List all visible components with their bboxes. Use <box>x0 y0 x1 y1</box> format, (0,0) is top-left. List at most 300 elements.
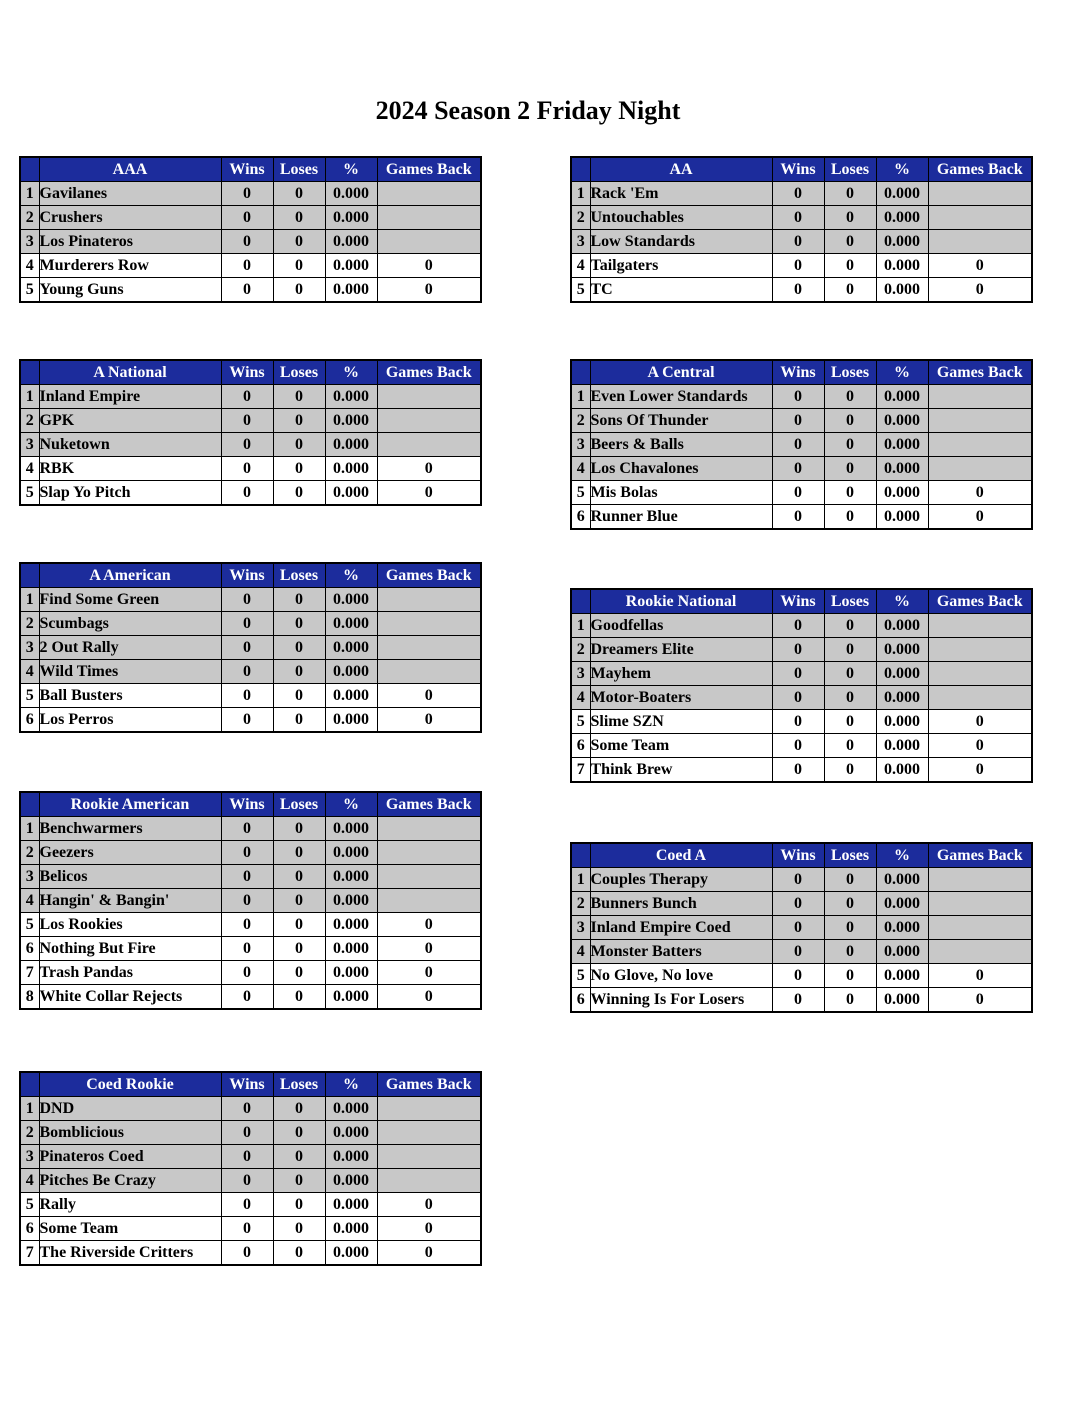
wins-cell: 0 <box>221 1097 273 1121</box>
rank-cell: 1 <box>20 182 39 206</box>
wins-header: Wins <box>772 157 824 182</box>
loses-cell: 0 <box>273 409 325 433</box>
games-back-header: Games Back <box>928 843 1032 868</box>
games-back-cell <box>928 940 1032 964</box>
header-rank-cell <box>571 589 590 614</box>
wins-cell: 0 <box>221 230 273 254</box>
wins-header: Wins <box>772 360 824 385</box>
standings-table-a-american <box>19 562 482 733</box>
loses-cell: 0 <box>824 734 876 758</box>
rank-cell: 4 <box>571 254 590 278</box>
loses-cell: 0 <box>824 916 876 940</box>
team-name-cell: Nothing But Fire <box>39 937 221 961</box>
loses-cell: 0 <box>273 230 325 254</box>
wins-cell: 0 <box>772 278 824 303</box>
table-header-row <box>20 157 481 182</box>
wins-cell: 0 <box>221 1193 273 1217</box>
table-row <box>20 588 481 612</box>
team-name-cell: The Riverside Critters <box>39 1241 221 1266</box>
rank-cell: 1 <box>571 868 590 892</box>
pct-cell: 0.000 <box>325 961 377 985</box>
games-back-cell: 0 <box>928 505 1032 530</box>
pct-cell: 0.000 <box>876 385 928 409</box>
table-row <box>571 916 1032 940</box>
table-header-row <box>20 792 481 817</box>
rank-cell: 3 <box>571 662 590 686</box>
division-name-header: Coed A <box>590 843 772 868</box>
pct-cell: 0.000 <box>876 481 928 505</box>
team-name-cell: Los Perros <box>39 708 221 733</box>
rank-cell: 5 <box>20 913 39 937</box>
pct-cell: 0.000 <box>876 182 928 206</box>
pct-cell: 0.000 <box>325 1241 377 1266</box>
pct-header: % <box>325 563 377 588</box>
table-row <box>20 385 481 409</box>
rank-cell: 1 <box>20 817 39 841</box>
games-back-cell: 0 <box>928 734 1032 758</box>
division-name-header: A Central <box>590 360 772 385</box>
wins-cell: 0 <box>221 182 273 206</box>
table-row <box>571 734 1032 758</box>
pct-cell: 0.000 <box>325 612 377 636</box>
pct-cell: 0.000 <box>325 278 377 303</box>
team-name-cell: 2 Out Rally <box>39 636 221 660</box>
wins-cell: 0 <box>772 988 824 1013</box>
table-row <box>20 278 481 303</box>
rank-cell: 5 <box>20 1193 39 1217</box>
rank-cell: 3 <box>571 433 590 457</box>
table-row <box>571 964 1032 988</box>
table-row <box>20 817 481 841</box>
wins-cell: 0 <box>772 206 824 230</box>
wins-cell: 0 <box>221 457 273 481</box>
rank-cell: 2 <box>571 409 590 433</box>
pct-cell: 0.000 <box>325 817 377 841</box>
wins-cell: 0 <box>221 961 273 985</box>
games-back-header: Games Back <box>928 157 1032 182</box>
games-back-cell <box>377 588 481 612</box>
wins-cell: 0 <box>221 636 273 660</box>
table-row <box>20 708 481 733</box>
team-name-cell: Los Chavalones <box>590 457 772 481</box>
rank-cell: 2 <box>571 206 590 230</box>
table-row <box>571 710 1032 734</box>
games-back-cell <box>377 636 481 660</box>
rank-cell: 4 <box>20 1169 39 1193</box>
division-name-header: AA <box>590 157 772 182</box>
standings-table-coed-a <box>570 842 1033 1013</box>
games-back-cell: 0 <box>928 988 1032 1013</box>
team-name-cell: Low Standards <box>590 230 772 254</box>
rank-cell: 7 <box>20 1241 39 1266</box>
table-row <box>20 684 481 708</box>
table-row <box>20 1145 481 1169</box>
table-row <box>571 278 1032 303</box>
loses-cell: 0 <box>273 278 325 303</box>
loses-cell: 0 <box>824 638 876 662</box>
games-back-cell <box>377 817 481 841</box>
pct-cell: 0.000 <box>876 662 928 686</box>
wins-cell: 0 <box>221 913 273 937</box>
games-back-cell <box>928 638 1032 662</box>
table-row <box>20 230 481 254</box>
table-row <box>20 1241 481 1266</box>
team-name-cell: Monster Batters <box>590 940 772 964</box>
wins-cell: 0 <box>221 841 273 865</box>
loses-cell: 0 <box>824 686 876 710</box>
team-name-cell: Murderers Row <box>39 254 221 278</box>
team-name-cell: White Collar Rejects <box>39 985 221 1010</box>
games-back-cell: 0 <box>377 708 481 733</box>
rank-cell: 1 <box>571 614 590 638</box>
table-header-row <box>571 157 1032 182</box>
rank-cell: 1 <box>20 1097 39 1121</box>
rank-cell: 1 <box>571 385 590 409</box>
games-back-header: Games Back <box>377 563 481 588</box>
games-back-cell: 0 <box>928 758 1032 783</box>
wins-header: Wins <box>772 589 824 614</box>
pct-cell: 0.000 <box>876 457 928 481</box>
table-row <box>571 638 1032 662</box>
table-row <box>571 409 1032 433</box>
table-header-row <box>571 589 1032 614</box>
table-header-row <box>571 360 1032 385</box>
loses-header: Loses <box>824 589 876 614</box>
pct-cell: 0.000 <box>876 614 928 638</box>
rank-cell: 4 <box>20 457 39 481</box>
rank-cell: 2 <box>571 892 590 916</box>
pct-cell: 0.000 <box>325 1097 377 1121</box>
team-name-cell: Some Team <box>39 1217 221 1241</box>
rank-cell: 1 <box>20 385 39 409</box>
games-back-cell <box>928 686 1032 710</box>
pct-cell: 0.000 <box>325 708 377 733</box>
header-rank-cell <box>20 360 39 385</box>
games-back-cell: 0 <box>377 1193 481 1217</box>
table-row <box>20 841 481 865</box>
rank-cell: 5 <box>571 481 590 505</box>
games-back-cell <box>377 433 481 457</box>
division-name-header: A American <box>39 563 221 588</box>
loses-cell: 0 <box>824 964 876 988</box>
table-row <box>20 409 481 433</box>
wins-cell: 0 <box>772 409 824 433</box>
loses-cell: 0 <box>824 892 876 916</box>
rank-cell: 6 <box>571 505 590 530</box>
games-back-cell <box>377 612 481 636</box>
wins-cell: 0 <box>221 985 273 1010</box>
pct-cell: 0.000 <box>876 206 928 230</box>
wins-cell: 0 <box>221 278 273 303</box>
games-back-header: Games Back <box>928 589 1032 614</box>
rank-cell: 2 <box>571 638 590 662</box>
loses-cell: 0 <box>824 505 876 530</box>
wins-cell: 0 <box>772 940 824 964</box>
table-row <box>571 433 1032 457</box>
wins-header: Wins <box>772 843 824 868</box>
rank-cell: 4 <box>20 889 39 913</box>
pct-cell: 0.000 <box>325 660 377 684</box>
pct-cell: 0.000 <box>325 457 377 481</box>
loses-cell: 0 <box>273 1169 325 1193</box>
pct-header: % <box>876 843 928 868</box>
games-back-cell <box>928 916 1032 940</box>
team-name-cell: Trash Pandas <box>39 961 221 985</box>
loses-cell: 0 <box>273 385 325 409</box>
team-name-cell: Crushers <box>39 206 221 230</box>
wins-cell: 0 <box>221 1217 273 1241</box>
wins-cell: 0 <box>221 612 273 636</box>
games-back-cell <box>928 182 1032 206</box>
page-title: 2024 Season 2 Friday Night <box>375 96 681 125</box>
games-back-cell <box>377 206 481 230</box>
wins-cell: 0 <box>772 182 824 206</box>
team-name-cell: Couples Therapy <box>590 868 772 892</box>
games-back-header: Games Back <box>377 157 481 182</box>
wins-cell: 0 <box>772 230 824 254</box>
team-name-cell: Sons Of Thunder <box>590 409 772 433</box>
rank-cell: 6 <box>20 1217 39 1241</box>
standings-table-a-national <box>19 359 482 506</box>
team-name-cell: Mayhem <box>590 662 772 686</box>
games-back-cell <box>928 230 1032 254</box>
loses-cell: 0 <box>273 1241 325 1266</box>
pct-header: % <box>325 1072 377 1097</box>
table-row <box>20 937 481 961</box>
loses-cell: 0 <box>824 182 876 206</box>
rank-cell: 5 <box>20 684 39 708</box>
wins-cell: 0 <box>221 385 273 409</box>
team-name-cell: No Glove, No love <box>590 964 772 988</box>
games-back-cell: 0 <box>377 1217 481 1241</box>
pct-cell: 0.000 <box>325 913 377 937</box>
team-name-cell: Hangin' & Bangin' <box>39 889 221 913</box>
loses-cell: 0 <box>273 636 325 660</box>
games-back-cell <box>928 206 1032 230</box>
pct-cell: 0.000 <box>325 1193 377 1217</box>
table-row <box>20 636 481 660</box>
table-row <box>571 662 1032 686</box>
games-back-cell <box>928 868 1032 892</box>
team-name-cell: Even Lower Standards <box>590 385 772 409</box>
pct-cell: 0.000 <box>325 385 377 409</box>
pct-cell: 0.000 <box>325 254 377 278</box>
rank-cell: 2 <box>20 1121 39 1145</box>
wins-cell: 0 <box>772 662 824 686</box>
team-name-cell: TC <box>590 278 772 303</box>
games-back-cell <box>377 409 481 433</box>
pct-cell: 0.000 <box>325 481 377 506</box>
games-back-cell: 0 <box>928 481 1032 505</box>
table-row <box>20 612 481 636</box>
games-back-cell <box>377 1145 481 1169</box>
wins-header: Wins <box>221 792 273 817</box>
table-row <box>20 457 481 481</box>
team-name-cell: DND <box>39 1097 221 1121</box>
wins-cell: 0 <box>221 206 273 230</box>
loses-cell: 0 <box>273 254 325 278</box>
loses-cell: 0 <box>273 1097 325 1121</box>
team-name-cell: Los Rookies <box>39 913 221 937</box>
wins-header: Wins <box>221 563 273 588</box>
loses-header: Loses <box>273 792 325 817</box>
wins-cell: 0 <box>221 254 273 278</box>
loses-header: Loses <box>824 843 876 868</box>
wins-cell: 0 <box>772 433 824 457</box>
team-name-cell: GPK <box>39 409 221 433</box>
wins-cell: 0 <box>221 660 273 684</box>
wins-cell: 0 <box>221 1241 273 1266</box>
wins-cell: 0 <box>772 710 824 734</box>
pct-cell: 0.000 <box>876 758 928 783</box>
team-name-cell: Geezers <box>39 841 221 865</box>
loses-cell: 0 <box>273 481 325 506</box>
table-row <box>20 254 481 278</box>
rank-cell: 2 <box>20 206 39 230</box>
loses-cell: 0 <box>273 985 325 1010</box>
table-row <box>571 940 1032 964</box>
loses-cell: 0 <box>824 433 876 457</box>
table-row <box>20 1097 481 1121</box>
loses-header: Loses <box>273 563 325 588</box>
pct-cell: 0.000 <box>325 636 377 660</box>
pct-cell: 0.000 <box>876 278 928 303</box>
standings-table-aa <box>570 156 1033 303</box>
loses-cell: 0 <box>824 409 876 433</box>
wins-cell: 0 <box>221 1169 273 1193</box>
rank-cell: 6 <box>571 734 590 758</box>
table-row <box>571 892 1032 916</box>
team-name-cell: Winning Is For Losers <box>590 988 772 1013</box>
table-row <box>20 206 481 230</box>
loses-cell: 0 <box>824 614 876 638</box>
loses-cell: 0 <box>273 433 325 457</box>
pct-header: % <box>876 589 928 614</box>
rank-cell: 7 <box>20 961 39 985</box>
games-back-cell: 0 <box>377 985 481 1010</box>
pct-header: % <box>325 792 377 817</box>
loses-cell: 0 <box>273 937 325 961</box>
team-name-cell: Runner Blue <box>590 505 772 530</box>
wins-cell: 0 <box>221 889 273 913</box>
games-back-cell <box>377 660 481 684</box>
table-row <box>20 865 481 889</box>
team-name-cell: Wild Times <box>39 660 221 684</box>
wins-cell: 0 <box>221 865 273 889</box>
loses-cell: 0 <box>273 889 325 913</box>
rank-cell: 6 <box>571 988 590 1013</box>
pct-cell: 0.000 <box>876 988 928 1013</box>
loses-cell: 0 <box>273 1145 325 1169</box>
team-name-cell: Find Some Green <box>39 588 221 612</box>
team-name-cell: Think Brew <box>590 758 772 783</box>
loses-header: Loses <box>273 1072 325 1097</box>
games-back-cell: 0 <box>377 481 481 506</box>
wins-cell: 0 <box>772 686 824 710</box>
pct-cell: 0.000 <box>325 409 377 433</box>
games-back-header: Games Back <box>377 792 481 817</box>
rank-cell: 3 <box>20 636 39 660</box>
loses-cell: 0 <box>824 940 876 964</box>
pct-cell: 0.000 <box>325 433 377 457</box>
games-back-cell <box>377 385 481 409</box>
division-name-header: AAA <box>39 157 221 182</box>
games-back-cell <box>377 182 481 206</box>
division-name-header: Rookie National <box>590 589 772 614</box>
wins-cell: 0 <box>772 481 824 505</box>
team-name-cell: Pinateros Coed <box>39 1145 221 1169</box>
wins-cell: 0 <box>221 708 273 733</box>
games-back-header: Games Back <box>377 1072 481 1097</box>
loses-cell: 0 <box>273 612 325 636</box>
pct-cell: 0.000 <box>876 892 928 916</box>
games-back-cell: 0 <box>377 254 481 278</box>
games-back-cell: 0 <box>377 913 481 937</box>
team-name-cell: Scumbags <box>39 612 221 636</box>
pct-cell: 0.000 <box>876 433 928 457</box>
loses-cell: 0 <box>824 278 876 303</box>
pct-cell: 0.000 <box>876 734 928 758</box>
header-rank-cell <box>20 1072 39 1097</box>
rank-cell: 3 <box>571 230 590 254</box>
games-back-cell: 0 <box>377 937 481 961</box>
rank-cell: 5 <box>20 481 39 506</box>
pct-cell: 0.000 <box>325 1169 377 1193</box>
table-row <box>571 254 1032 278</box>
team-name-cell: Rally <box>39 1193 221 1217</box>
rank-cell: 6 <box>20 937 39 961</box>
wins-cell: 0 <box>772 892 824 916</box>
games-back-cell: 0 <box>377 457 481 481</box>
rank-cell: 3 <box>20 433 39 457</box>
table-row <box>20 1217 481 1241</box>
rank-cell: 5 <box>571 278 590 303</box>
pct-cell: 0.000 <box>876 868 928 892</box>
pct-cell: 0.000 <box>876 916 928 940</box>
pct-cell: 0.000 <box>325 1121 377 1145</box>
table-row <box>20 1121 481 1145</box>
loses-cell: 0 <box>824 457 876 481</box>
division-name-header: Coed Rookie <box>39 1072 221 1097</box>
division-name-header: A National <box>39 360 221 385</box>
team-name-cell: Untouchables <box>590 206 772 230</box>
team-name-cell: Dreamers Elite <box>590 638 772 662</box>
table-header-row <box>20 563 481 588</box>
pct-cell: 0.000 <box>876 505 928 530</box>
games-back-header: Games Back <box>377 360 481 385</box>
games-back-cell <box>377 889 481 913</box>
table-row <box>571 206 1032 230</box>
pct-cell: 0.000 <box>876 686 928 710</box>
games-back-cell <box>377 1097 481 1121</box>
rank-cell: 4 <box>20 660 39 684</box>
pct-header: % <box>325 360 377 385</box>
wins-cell: 0 <box>772 734 824 758</box>
team-name-cell: Bomblicious <box>39 1121 221 1145</box>
table-row <box>20 182 481 206</box>
team-name-cell: Motor-Boaters <box>590 686 772 710</box>
loses-cell: 0 <box>273 182 325 206</box>
pct-header: % <box>876 157 928 182</box>
table-row <box>20 433 481 457</box>
games-back-cell <box>377 865 481 889</box>
table-row <box>571 230 1032 254</box>
loses-cell: 0 <box>273 1193 325 1217</box>
table-row <box>571 481 1032 505</box>
table-row <box>571 988 1032 1013</box>
rank-cell: 5 <box>20 278 39 303</box>
loses-cell: 0 <box>273 913 325 937</box>
